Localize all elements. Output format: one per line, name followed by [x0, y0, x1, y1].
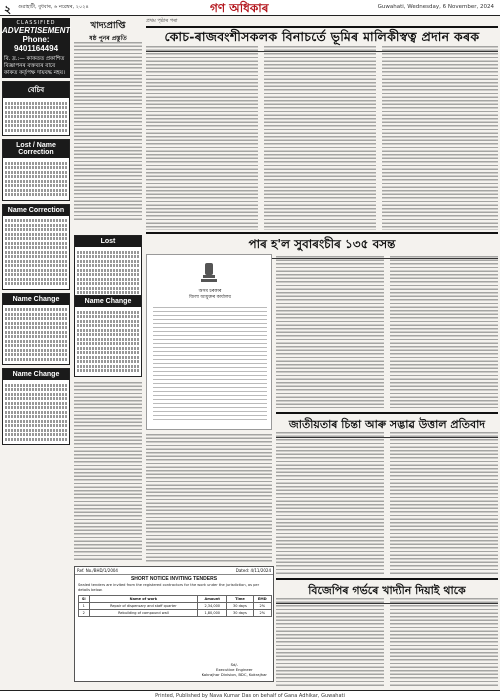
- bechibo-box: [2, 81, 70, 136]
- name-correction-title: Name Correction: [3, 205, 69, 216]
- classified-header: [2, 18, 70, 55]
- main-article-col-3: [382, 46, 498, 230]
- name-change-box-2: [2, 368, 70, 445]
- notice-header: অসম চৰকাৰ: [198, 289, 222, 294]
- classified-label: CLASSIFIED: [16, 20, 56, 26]
- footer: Printed, Published by Nava Kumar Das on behalf of Gana Adhikar, Guwahati: [0, 690, 500, 700]
- tender-row: [79, 609, 272, 616]
- tender-cell: 1,80,000: [198, 609, 227, 616]
- tender-signature: Sd/- Executive Engineer Kokrajhar Division, BDC, Kokrajhar: [201, 661, 267, 677]
- continued-tag: প্ৰথম পৃষ্ঠাৰ পৰা: [146, 18, 178, 24]
- tender-column-header: Time: [227, 595, 253, 602]
- middle-subtitle: ষষ্ঠ পুনৰ প্ৰস্তুতি: [89, 35, 127, 42]
- notice-office: জিলা আয়ুক্তৰ কাৰ্যালয়: [189, 295, 231, 301]
- third-headline: জাতীয়তাৰ চিন্তা আৰু সদ্ভাৱ উত্তাল প্ৰতিবাদ: [288, 418, 486, 431]
- middle-name-change-box: [74, 295, 142, 377]
- second-article-col-1: [276, 256, 384, 408]
- tender-row: [79, 602, 272, 609]
- third-article-col-2: [390, 432, 498, 574]
- tender-notice: [74, 566, 274, 682]
- tender-ref: Ref. No./BHD/1/2004: [77, 568, 118, 573]
- tender-cell: 2,34,000: [198, 602, 227, 609]
- lost-box: [74, 235, 142, 299]
- name-correction-box: [2, 204, 70, 290]
- name-change-title-2: Name Change: [3, 369, 69, 380]
- second-article-col-2: [390, 256, 498, 408]
- main-headline: কোচ-ৰাজবংশীসকলক বিনাচৰ্তে ভূমিৰ মালিকীস্বত্ব প্ৰদান কৰক: [146, 26, 498, 51]
- bechibo-title: বেচিব: [3, 82, 69, 98]
- tender-date: Dated: 4/11/2024: [235, 568, 271, 573]
- tender-cell: Rebuilding of compound wall: [89, 609, 198, 616]
- tender-title: SHORT NOTICE INVITING TENDERS: [130, 576, 218, 582]
- tender-cell: Repair of dispensary and staff quarter: [89, 602, 198, 609]
- tender-cell: 1: [79, 602, 90, 609]
- tender-text: Sealed tenders are invited from the registered contractors for the work under the jurisdiction, as per details below.: [78, 583, 260, 592]
- lost-title: Lost: [75, 236, 141, 247]
- notice-body: [153, 307, 267, 423]
- name-change-box: [2, 293, 70, 366]
- tender-table: [78, 595, 272, 617]
- fourth-headline: বিজেপিৰ গৰ্ভৰে খাদ্যীন দিয়াই থাকে: [308, 584, 466, 597]
- tender-cell: 2: [79, 609, 90, 616]
- lost-name-correction-title: Lost / Name Correction: [3, 140, 69, 158]
- tender-column-header: Sl: [79, 595, 90, 602]
- lost-name-correction-box: [2, 139, 70, 201]
- classified-disclaimer: বি. দ্ৰ.:— কাকতত প্ৰকাশিত বিজ্ঞাপনৰ বক্তব্যৰ বাবে কাকত কৰ্তৃপক্ষ দায়বদ্ধ নহয়।: [2, 55, 70, 78]
- name-change-title: Name Change: [3, 294, 69, 305]
- middle-name-change-title: Name Change: [75, 296, 141, 307]
- date-left: গুৱাহাটী, বুধবাৰ, ৬ নৱেম্বৰ, ২০২৪: [18, 4, 89, 10]
- middle-title: খাদ্যপ্ৰাপ্তি: [90, 21, 126, 31]
- main-article-col-1: [146, 46, 258, 230]
- second-headline: পাৰ হ'ল সুবাৰংচীৰ ১৩৫ বসন্ত: [248, 237, 396, 251]
- tender-column-header: Amount: [198, 595, 227, 602]
- tender-cell: 30 days: [227, 609, 253, 616]
- date-right: Guwahati, Wednesday, 6 November, 2024: [377, 4, 494, 10]
- government-notice: [146, 254, 272, 430]
- tender-column-header: Name of work: [89, 595, 198, 602]
- fourth-article-col-1: [276, 598, 384, 686]
- middle-lower-text: [74, 382, 142, 562]
- page-number: ২: [4, 3, 12, 16]
- main-article-col-2: [264, 46, 376, 230]
- state-emblem-icon: [199, 261, 219, 285]
- newspaper-logo: গণ অধিকাৰ: [210, 1, 269, 15]
- middle-article-text: [74, 42, 142, 222]
- classified-column: [2, 18, 70, 678]
- third-article-left: [146, 434, 272, 562]
- masthead: [0, 0, 500, 16]
- third-article-col-1: [276, 432, 384, 574]
- fourth-article-col-2: [390, 598, 498, 686]
- classified-title: ADVERTISEMENT: [2, 26, 71, 35]
- tender-cell: 30 days: [227, 602, 253, 609]
- classified-phone: Phone: 9401164494: [13, 35, 59, 53]
- tender-cell: 2%: [253, 609, 271, 616]
- tender-cell: 2%: [253, 602, 271, 609]
- tender-column-header: EMD: [253, 595, 271, 602]
